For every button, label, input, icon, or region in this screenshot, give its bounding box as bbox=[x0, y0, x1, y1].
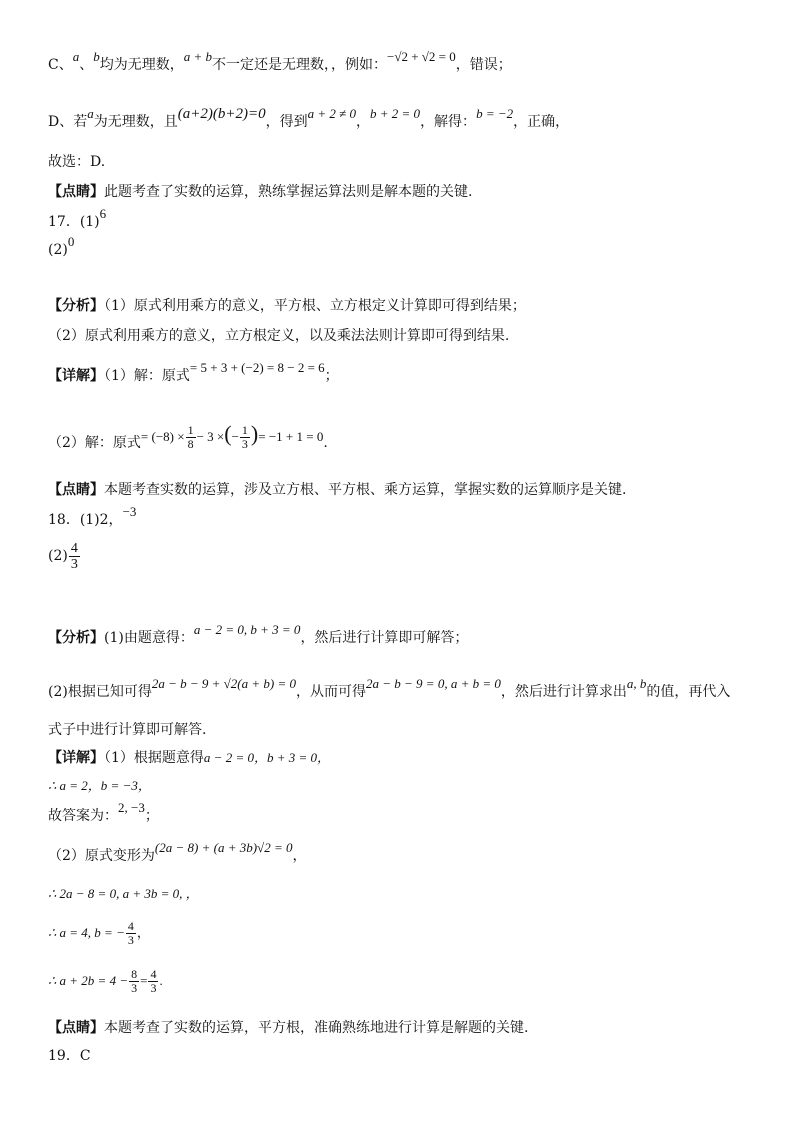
detail-17-line-2 bbox=[48, 418, 328, 453]
detail-tag: 【详解】 bbox=[48, 750, 104, 766]
note-tag: 【点睛】 bbox=[48, 184, 104, 200]
punct: ， bbox=[136, 925, 150, 940]
text: ，解得： bbox=[420, 114, 477, 130]
expr: − 3 × bbox=[196, 429, 225, 444]
analysis-17-line-2: （2）原式利用乘方的意义，立方根定义，以及乘法法则计算即可得到结果. bbox=[48, 328, 510, 344]
expr: 2, −3 bbox=[118, 800, 145, 815]
numerator: 4 bbox=[127, 918, 134, 933]
expr: ∴ a = 2，b = −3， bbox=[48, 778, 151, 793]
denominator: 3 bbox=[150, 980, 157, 995]
note-16 bbox=[48, 182, 472, 202]
var-a: a bbox=[72, 49, 80, 64]
detail-text: （1）解：原式 bbox=[104, 368, 190, 384]
punct: . bbox=[323, 435, 328, 451]
denominator: 8 bbox=[187, 436, 194, 451]
analysis-text: 的值，再代入 bbox=[646, 684, 731, 700]
text: ，正确， bbox=[513, 114, 570, 130]
inequation: a + 2 ≠ 0 bbox=[307, 106, 357, 121]
note-17 bbox=[48, 480, 626, 500]
detail-18-line-4 bbox=[48, 840, 307, 866]
detail-17-line-1 bbox=[48, 360, 339, 386]
denominator: 3 bbox=[131, 980, 138, 995]
analysis-text: ，然后进行计算即可解答； bbox=[300, 630, 469, 646]
expr: ∴ 2a − 8 = 0, a + 3b = 0, ， bbox=[48, 886, 199, 901]
example-expr: −√2 + √2 = 0 bbox=[387, 49, 456, 64]
detail-18-line-7 bbox=[48, 964, 163, 998]
text: ，错误； bbox=[455, 57, 512, 73]
punct: ； bbox=[144, 808, 159, 824]
expr: = −1 + 1 = 0 bbox=[258, 429, 324, 444]
q18-label-2: (2) bbox=[48, 548, 68, 564]
equation: (a+2)(b+2)=0 bbox=[177, 106, 266, 122]
analysis-tag: 【分析】 bbox=[48, 298, 104, 314]
fraction bbox=[69, 541, 80, 572]
detail-18-line-2 bbox=[48, 776, 151, 796]
option-c-prefix: C、 bbox=[48, 57, 73, 73]
analysis-text: ，从而可得 bbox=[296, 684, 366, 700]
expr: 2a − b − 9 + √2(a + b) = 0 bbox=[151, 676, 296, 691]
q17-answer-2 bbox=[48, 234, 75, 260]
note-18 bbox=[48, 1018, 528, 1038]
detail-18-line-3 bbox=[48, 800, 159, 826]
punct: ， bbox=[292, 848, 307, 864]
expr: = 5 + 3 + (−2) = 8 − 2 = 6 bbox=[189, 360, 325, 375]
detail-text: （2）原式变形为 bbox=[48, 848, 155, 864]
expr: = (−8) × bbox=[140, 429, 185, 444]
paren-right: ) bbox=[250, 421, 259, 446]
var-a: a bbox=[87, 106, 94, 121]
equals: = bbox=[140, 973, 148, 988]
detail-tag: 【详解】 bbox=[48, 368, 104, 384]
expr: ∴ a = 4, b = − bbox=[48, 925, 125, 940]
analysis-text: (2)根据已知可得 bbox=[48, 684, 152, 700]
denominator: 3 bbox=[241, 436, 248, 451]
detail-text: （2）解：原式 bbox=[48, 435, 141, 451]
numerator: 1 bbox=[241, 422, 248, 437]
equation: b + 2 = 0 bbox=[370, 106, 421, 121]
note-text: 本题考查了实数的运算，平方根，准确熟练地进行计算是解题的关键. bbox=[104, 1020, 529, 1036]
analysis-18-line-2 bbox=[48, 676, 731, 702]
option-c-line bbox=[48, 49, 512, 75]
expr: ∴ a + 2b = 4 − bbox=[48, 973, 129, 988]
numerator: 8 bbox=[131, 966, 138, 981]
q17-label-2: (2) bbox=[48, 242, 68, 258]
text: 不一定还是无理数，，例如： bbox=[212, 57, 387, 73]
numerator: 4 bbox=[70, 540, 78, 556]
detail-text: 故答案为： bbox=[48, 808, 118, 824]
punct: ； bbox=[324, 368, 339, 384]
text: ， bbox=[356, 114, 371, 130]
analysis-18-line-1 bbox=[48, 622, 469, 648]
analysis-text: （1）原式利用乘方的意义，平方根、立方根定义计算即可得到结果； bbox=[104, 298, 526, 314]
fraction bbox=[148, 968, 158, 995]
fraction bbox=[186, 424, 196, 451]
analysis-text: ，然后进行计算求出 bbox=[500, 684, 627, 700]
detail-18-line-1 bbox=[48, 748, 330, 768]
q17-answer-1 bbox=[48, 206, 107, 232]
fraction bbox=[129, 968, 139, 995]
q18-answer-2 bbox=[48, 540, 81, 572]
answer: 6 bbox=[99, 206, 107, 221]
punct: . bbox=[159, 973, 163, 988]
detail-18-line-6 bbox=[48, 916, 150, 950]
minus: − bbox=[231, 429, 239, 444]
numerator: 4 bbox=[150, 966, 157, 981]
q19-line: 19．C bbox=[48, 1048, 91, 1064]
expr: a − 2 = 0, b + 3 = 0 bbox=[193, 622, 301, 637]
expr: a − 2 = 0，b + 3 = 0， bbox=[203, 750, 331, 765]
text: ，得到 bbox=[265, 114, 308, 130]
answer: 0 bbox=[67, 234, 75, 249]
option-d-prefix: D、若 bbox=[48, 114, 88, 130]
q18-label: 18．(1)2， bbox=[48, 512, 123, 528]
denominator: 3 bbox=[70, 556, 78, 572]
note-tag: 【点睛】 bbox=[48, 482, 104, 498]
solution: b = −2 bbox=[476, 106, 514, 121]
q17-label: 17．(1) bbox=[48, 214, 100, 230]
var-b: b bbox=[93, 49, 100, 64]
note-text: 此题考查了实数的运算，熟练掌握运算法则是解本题的关键. bbox=[104, 184, 473, 200]
analysis-text: (1)由题意得： bbox=[104, 630, 194, 646]
expr-a-plus-b: a + b bbox=[183, 49, 212, 64]
option-d-line bbox=[48, 106, 570, 132]
text: 均为无理数， bbox=[99, 57, 184, 73]
expr: (2a − 8) + (a + 3b)√2 = 0 bbox=[154, 840, 293, 855]
denominator: 3 bbox=[127, 932, 134, 947]
expr: 2a − b − 9 = 0, a + b = 0 bbox=[366, 676, 501, 691]
detail-text: （1）根据题意得 bbox=[104, 750, 204, 766]
fraction bbox=[240, 424, 250, 451]
fraction bbox=[126, 920, 136, 947]
answer: −3 bbox=[122, 504, 137, 519]
text: 为无理数，且 bbox=[93, 114, 178, 130]
note-tag: 【点睛】 bbox=[48, 1020, 104, 1036]
numerator: 1 bbox=[187, 422, 194, 437]
choose-line: 故选：D. bbox=[48, 154, 106, 170]
analysis-17-line-1 bbox=[48, 296, 526, 316]
detail-18-line-5 bbox=[48, 884, 199, 904]
analysis-tag: 【分析】 bbox=[48, 630, 104, 646]
q18-answer-1 bbox=[48, 504, 137, 530]
vars: a, b bbox=[626, 676, 647, 691]
separator: 、 bbox=[79, 57, 94, 73]
analysis-18-line-3: 式子中进行计算即可解答. bbox=[48, 722, 207, 738]
paren-left: ( bbox=[224, 421, 232, 446]
note-text: 本题考查实数的运算，涉及立方根、平方根、乘方运算，掌握实数的运算顺序是关键. bbox=[104, 482, 627, 498]
